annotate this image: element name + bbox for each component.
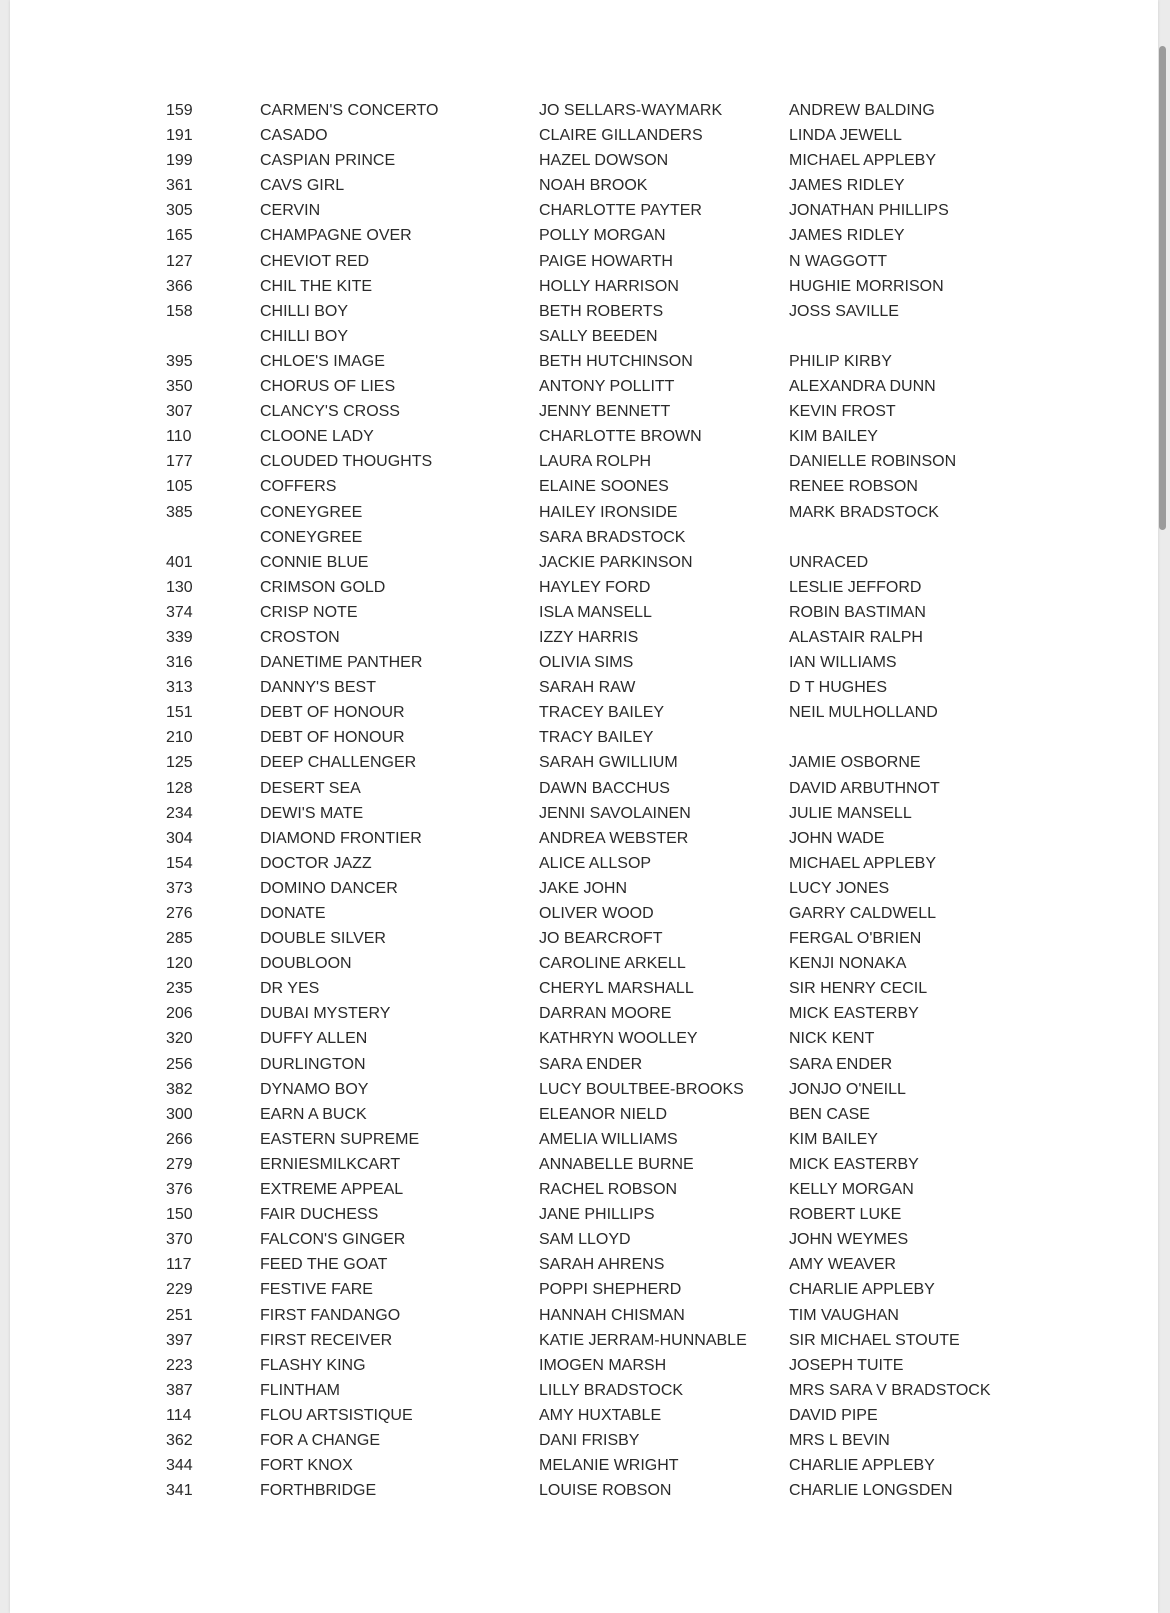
scrollbar-thumb[interactable] <box>1159 46 1166 530</box>
list-item <box>10 525 1158 550</box>
owner-name: LUCY BOULTBEE-BROOKS <box>539 1080 744 1098</box>
horse-name: DOMINO DANCER <box>260 879 398 897</box>
owner-name: ANTONY POLLITT <box>539 378 675 396</box>
trainer-name: IAN WILLIAMS <box>789 654 897 672</box>
list-item <box>10 550 1158 575</box>
entry-number: 114 <box>166 1406 192 1424</box>
list-item <box>10 1328 1158 1353</box>
trainer-name: KIM BAILEY <box>789 428 878 446</box>
trainer-name: LESLIE JEFFORD <box>789 578 922 596</box>
horse-name: CONNIE BLUE <box>260 553 369 571</box>
owner-name: HAILEY IRONSIDE <box>539 503 678 521</box>
list-item <box>10 173 1158 198</box>
owner-name: RACHEL ROBSON <box>539 1181 678 1199</box>
owner-name: JAKE JOHN <box>539 879 628 897</box>
owner-name: SARAH GWILLIUM <box>539 754 678 772</box>
trainer-name: KEVIN FROST <box>789 403 896 421</box>
list-item <box>10 1202 1158 1227</box>
trainer-name: DAVID PIPE <box>789 1406 878 1424</box>
owner-name: NOAH BROOK <box>539 177 648 195</box>
list-item <box>10 1001 1158 1026</box>
trainer-name: AMY WEAVER <box>789 1256 896 1274</box>
trainer-name: HUGHIE MORRISON <box>789 277 944 295</box>
list-item <box>10 600 1158 625</box>
document-page <box>10 0 1158 1613</box>
entry-number: 128 <box>166 779 193 797</box>
owner-name: POLLY MORGAN <box>539 227 666 245</box>
entry-number: 110 <box>166 428 192 446</box>
horse-name: DR YES <box>260 980 320 998</box>
entry-number: 376 <box>166 1181 193 1199</box>
list-item <box>10 1177 1158 1202</box>
list-item <box>10 1353 1158 1378</box>
list-item <box>10 474 1158 499</box>
entries-list <box>10 98 1158 1503</box>
entry-number: 397 <box>166 1331 193 1349</box>
list-item <box>10 1303 1158 1328</box>
horse-name: CLANCY'S CROSS <box>260 403 400 421</box>
horse-name: DANETIME PANTHER <box>260 654 423 672</box>
horse-name: EARN A BUCK <box>260 1105 367 1123</box>
entry-number: 385 <box>166 503 193 521</box>
trainer-name: TIM VAUGHAN <box>789 1306 899 1324</box>
owner-name: DAWN BACCHUS <box>539 779 670 797</box>
trainer-name: JOSEPH TUITE <box>789 1356 904 1374</box>
horse-name: FOR A CHANGE <box>260 1431 381 1449</box>
trainer-name: LUCY JONES <box>789 879 890 897</box>
entry-number: 165 <box>166 227 193 245</box>
list-item <box>10 675 1158 700</box>
trainer-name: JOHN WADE <box>789 829 885 847</box>
entry-number: 382 <box>166 1080 193 1098</box>
horse-name: DOUBLOON <box>260 955 352 973</box>
horse-name: DEBT OF HONOUR <box>260 704 405 722</box>
list-item <box>10 198 1158 223</box>
trainer-name: KELLY MORGAN <box>789 1181 914 1199</box>
list-item <box>10 1052 1158 1077</box>
horse-name: DANNY'S BEST <box>260 679 376 697</box>
list-item <box>10 801 1158 826</box>
list-item <box>10 424 1158 449</box>
list-item <box>10 374 1158 399</box>
horse-name: DUFFY ALLEN <box>260 1030 368 1048</box>
owner-name: MELANIE WRIGHT <box>539 1457 679 1475</box>
entry-number: 304 <box>166 829 193 847</box>
owner-name: SALLY BEEDEN <box>539 327 658 345</box>
trainer-name: KIM BAILEY <box>789 1130 878 1148</box>
entry-number: 339 <box>166 628 193 646</box>
trainer-name: PHILIP KIRBY <box>789 352 892 370</box>
trainer-name: CHARLIE APPLEBY <box>789 1457 935 1475</box>
list-item <box>10 1453 1158 1478</box>
trainer-name: GARRY CALDWELL <box>789 905 937 922</box>
horse-name: FAIR DUCHESS <box>260 1206 379 1224</box>
owner-name: HAZEL DOWSON <box>539 152 669 170</box>
entry-number: 151 <box>166 704 193 722</box>
owner-name: TRACY BAILEY <box>539 729 654 747</box>
trainer-name: UNRACED <box>789 553 869 571</box>
horse-name: CLOONE LADY <box>260 428 374 446</box>
owner-name: SARAH RAW <box>539 679 636 697</box>
entry-number: 320 <box>166 1030 193 1048</box>
owner-name: KATIE JERRAM-HUNNABLE <box>539 1331 747 1349</box>
owner-name: POPPI SHEPHERD <box>539 1281 682 1299</box>
owner-name: PAIGE HOWARTH <box>539 252 673 270</box>
horse-name: CONEYGREE <box>260 528 363 546</box>
entry-number: 373 <box>166 879 193 897</box>
entry-number: 344 <box>166 1457 193 1475</box>
trainer-name: SIR HENRY CECIL <box>789 980 928 998</box>
trainer-name: SARA ENDER <box>789 1055 893 1073</box>
entry-number: 401 <box>166 553 193 571</box>
trainer-name: NICK KENT <box>789 1030 875 1048</box>
owner-name: IZZY HARRIS <box>539 628 639 646</box>
owner-name: CHARLOTTE BROWN <box>539 428 702 446</box>
owner-name: HAYLEY FORD <box>539 578 651 596</box>
entry-number: 120 <box>166 955 193 973</box>
horse-name: DONATE <box>260 905 326 922</box>
entry-number: 276 <box>166 905 193 922</box>
owner-name: JO SELLARS-WAYMARK <box>539 102 723 119</box>
horse-name: CROSTON <box>260 628 340 646</box>
horse-name: CHEVIOT RED <box>260 252 370 270</box>
entry-number: 105 <box>166 478 193 496</box>
list-item <box>10 349 1158 374</box>
horse-name: CASPIAN PRINCE <box>260 152 396 170</box>
owner-name: CHARLOTTE PAYTER <box>539 202 702 220</box>
horse-name: CLOUDED THOUGHTS <box>260 453 433 471</box>
list-item <box>10 274 1158 299</box>
list-item <box>10 449 1158 474</box>
owner-name: SARA BRADSTOCK <box>539 528 686 546</box>
horse-name: COFFERS <box>260 478 337 496</box>
list-item <box>10 1378 1158 1403</box>
entry-number: 206 <box>166 1005 193 1023</box>
list-item <box>10 926 1158 951</box>
horse-name: DESERT SEA <box>260 779 361 797</box>
trainer-name: MRS L BEVIN <box>789 1431 890 1449</box>
owner-name: ELEANOR NIELD <box>539 1105 668 1123</box>
list-item <box>10 725 1158 750</box>
entry-number: 313 <box>166 679 193 697</box>
list-item <box>10 1403 1158 1428</box>
list-item <box>10 1026 1158 1051</box>
entry-number: 316 <box>166 654 193 672</box>
horse-name: DOCTOR JAZZ <box>260 854 372 872</box>
horse-name: DEEP CHALLENGER <box>260 754 417 772</box>
trainer-name: JAMES RIDLEY <box>789 227 905 245</box>
owner-name: HANNAH CHISMAN <box>539 1306 685 1324</box>
owner-name: ALICE ALLSOP <box>539 854 652 872</box>
owner-name: LAURA ROLPH <box>539 453 652 471</box>
owner-name: TRACEY BAILEY <box>539 704 665 722</box>
trainer-name: ANDREW BALDING <box>789 102 935 119</box>
horse-name: FIRST FANDANGO <box>260 1306 401 1324</box>
owner-name: LOUISE ROBSON <box>539 1482 672 1500</box>
entry-number: 300 <box>166 1105 193 1123</box>
horse-name: DIAMOND FRONTIER <box>260 829 422 847</box>
horse-name: CHLOE'S IMAGE <box>260 352 385 370</box>
list-item <box>10 1077 1158 1102</box>
trainer-name: MICHAEL APPLEBY <box>789 854 937 872</box>
list-item <box>10 148 1158 173</box>
horse-name: FIRST RECEIVER <box>260 1331 393 1349</box>
list-item <box>10 399 1158 424</box>
horse-name: CERVIN <box>260 202 321 220</box>
horse-name: DURLINGTON <box>260 1055 366 1073</box>
trainer-name: JONATHAN PHILLIPS <box>789 202 949 220</box>
entry-number: 158 <box>166 302 193 320</box>
trainer-name: ALASTAIR RALPH <box>789 628 923 646</box>
list-item <box>10 750 1158 775</box>
trainer-name: MICK EASTERBY <box>789 1155 919 1173</box>
trainer-name: CHARLIE APPLEBY <box>789 1281 935 1299</box>
owner-name: CAROLINE ARKELL <box>539 955 686 973</box>
list-item <box>10 700 1158 725</box>
entry-number: 256 <box>166 1055 193 1073</box>
entry-number: 229 <box>166 1281 193 1299</box>
list-item <box>10 1277 1158 1302</box>
entry-number: 341 <box>166 1482 193 1500</box>
list-item <box>10 1428 1158 1453</box>
entry-number: 191 <box>166 127 193 145</box>
owner-name: OLIVIA SIMS <box>539 654 634 672</box>
trainer-name: ALEXANDRA DUNN <box>789 378 936 396</box>
owner-name: AMELIA WILLIAMS <box>539 1130 678 1148</box>
trainer-name: ROBIN BASTIMAN <box>789 603 926 621</box>
list-item <box>10 901 1158 926</box>
owner-name: JANE PHILLIPS <box>539 1206 655 1224</box>
entry-number: 223 <box>166 1356 193 1374</box>
entry-number: 125 <box>166 754 193 772</box>
owner-name: JENNY BENNETT <box>539 403 671 421</box>
entry-number: 395 <box>166 352 193 370</box>
trainer-name: MRS SARA V BRADSTOCK <box>789 1381 991 1399</box>
trainer-name: SIR MICHAEL STOUTE <box>789 1331 960 1349</box>
entry-number: 159 <box>166 102 193 119</box>
list-item <box>10 1478 1158 1503</box>
entry-number: 305 <box>166 202 193 220</box>
horse-name: ERNIESMILKCART <box>260 1155 401 1173</box>
owner-name: ELAINE SOONES <box>539 478 669 496</box>
trainer-name: CHARLIE LONGSDEN <box>789 1482 953 1500</box>
entry-number: 387 <box>166 1381 193 1399</box>
trainer-name: DANIELLE ROBINSON <box>789 453 957 471</box>
list-item <box>10 826 1158 851</box>
entry-number: 361 <box>166 177 193 195</box>
owner-name: ISLA MANSELL <box>539 603 652 621</box>
horse-name: CHIL THE KITE <box>260 277 373 295</box>
horse-name: FLOU ARTSISTIQUE <box>260 1406 413 1424</box>
horse-name: DOUBLE SILVER <box>260 930 386 948</box>
entry-number: 117 <box>166 1256 192 1274</box>
horse-name: CAVS GIRL <box>260 177 345 195</box>
horse-name: CHAMPAGNE OVER <box>260 227 412 245</box>
list-item <box>10 299 1158 324</box>
list-item <box>10 575 1158 600</box>
trainer-name: LINDA JEWELL <box>789 127 902 145</box>
horse-name: CHILLI BOY <box>260 302 349 320</box>
horse-name: FALCON'S GINGER <box>260 1231 406 1249</box>
horse-name: CHILLI BOY <box>260 327 349 345</box>
trainer-name: MICHAEL APPLEBY <box>789 152 937 170</box>
owner-name: DANI FRISBY <box>539 1431 640 1449</box>
entry-number: 366 <box>166 277 193 295</box>
horse-name: CRISP NOTE <box>260 603 358 621</box>
list-item <box>10 223 1158 248</box>
horse-name: CONEYGREE <box>260 503 363 521</box>
trainer-name: N WAGGOTT <box>789 252 888 270</box>
trainer-name: JONJO O'NEILL <box>789 1080 906 1098</box>
horse-name: FLINTHAM <box>260 1381 340 1399</box>
list-item <box>10 123 1158 148</box>
owner-name: AMY HUXTABLE <box>539 1406 662 1424</box>
entry-number: 235 <box>166 980 193 998</box>
entry-number: 177 <box>166 453 193 471</box>
horse-name: DYNAMO BOY <box>260 1080 369 1098</box>
horse-name: DEBT OF HONOUR <box>260 729 405 747</box>
owner-name: JO BEARCROFT <box>539 930 663 948</box>
owner-name: ANDREA WEBSTER <box>539 829 689 847</box>
list-item <box>10 951 1158 976</box>
list-item <box>10 1102 1158 1127</box>
trainer-name: KENJI NONAKA <box>789 955 907 973</box>
list-item <box>10 1227 1158 1252</box>
horse-name: FESTIVE FARE <box>260 1281 373 1299</box>
entry-number: 130 <box>166 578 193 596</box>
list-item <box>10 324 1158 349</box>
entry-number: 279 <box>166 1155 193 1173</box>
list-item <box>10 851 1158 876</box>
owner-name: CLAIRE GILLANDERS <box>539 127 703 145</box>
trainer-name: BEN CASE <box>789 1105 870 1123</box>
trainer-name: JOSS SAVILLE <box>789 302 899 320</box>
list-item <box>10 249 1158 274</box>
entry-number: 285 <box>166 930 193 948</box>
entry-number: 362 <box>166 1431 193 1449</box>
horse-name: CASADO <box>260 127 328 145</box>
horse-name: FORTHBRIDGE <box>260 1482 377 1500</box>
horse-name: CRIMSON GOLD <box>260 578 386 596</box>
trainer-name: MARK BRADSTOCK <box>789 503 939 521</box>
trainer-name: JAMIE OSBORNE <box>789 754 921 772</box>
horse-name: CARMEN'S CONCERTO <box>260 102 439 119</box>
list-item <box>10 650 1158 675</box>
horse-name: EXTREME APPEAL <box>260 1181 404 1199</box>
entry-number: 127 <box>166 252 193 270</box>
owner-name: JENNI SAVOLAINEN <box>539 804 691 822</box>
entry-number: 370 <box>166 1231 193 1249</box>
horse-name: FORT KNOX <box>260 1457 353 1475</box>
horse-name: EASTERN SUPREME <box>260 1130 420 1148</box>
trainer-name: MICK EASTERBY <box>789 1005 919 1023</box>
trainer-name: FERGAL O'BRIEN <box>789 930 922 948</box>
owner-name: SARA ENDER <box>539 1055 643 1073</box>
trainer-name: ROBERT LUKE <box>789 1206 902 1224</box>
entry-number: 374 <box>166 603 193 621</box>
entry-number: 350 <box>166 378 193 396</box>
trainer-name: D T HUGHES <box>789 679 888 697</box>
list-item <box>10 1127 1158 1152</box>
trainer-name: JAMES RIDLEY <box>789 177 905 195</box>
list-item <box>10 976 1158 1001</box>
horse-name: FLASHY KING <box>260 1356 366 1374</box>
trainer-name: RENEE ROBSON <box>789 478 918 496</box>
owner-name: ANNABELLE BURNE <box>539 1155 694 1173</box>
trainer-name: NEIL MULHOLLAND <box>789 704 938 722</box>
horse-name: DUBAI MYSTERY <box>260 1005 391 1023</box>
owner-name: LILLY BRADSTOCK <box>539 1381 684 1399</box>
list-item <box>10 625 1158 650</box>
horse-name: FEED THE GOAT <box>260 1256 388 1274</box>
horse-name: CHORUS OF LIES <box>260 378 396 396</box>
list-item <box>10 500 1158 525</box>
trainer-name: JOHN WEYMES <box>789 1231 909 1249</box>
trainer-name: DAVID ARBUTHNOT <box>789 779 940 797</box>
list-item <box>10 876 1158 901</box>
owner-name: SAM LLOYD <box>539 1231 631 1249</box>
owner-name: SARAH AHRENS <box>539 1256 665 1274</box>
owner-name: OLIVER WOOD <box>539 905 654 922</box>
entry-number: 210 <box>166 729 193 747</box>
entry-number: 154 <box>166 854 193 872</box>
owner-name: JACKIE PARKINSON <box>539 553 693 571</box>
list-item <box>10 776 1158 801</box>
vertical-scrollbar[interactable] <box>1156 40 1168 1600</box>
owner-name: BETH HUTCHINSON <box>539 352 693 370</box>
entry-number: 234 <box>166 804 193 822</box>
owner-name: BETH ROBERTS <box>539 302 664 320</box>
horse-name: DEWI'S MATE <box>260 804 364 822</box>
list-item <box>10 98 1158 123</box>
owner-name: CHERYL MARSHALL <box>539 980 694 998</box>
entry-number: 150 <box>166 1206 193 1224</box>
owner-name: DARRAN MOORE <box>539 1005 672 1023</box>
owner-name: HOLLY HARRISON <box>539 277 679 295</box>
list-item <box>10 1152 1158 1177</box>
trainer-name: JULIE MANSELL <box>789 804 912 822</box>
entry-number: 251 <box>166 1306 193 1324</box>
owner-name: IMOGEN MARSH <box>539 1356 667 1374</box>
owner-name: KATHRYN WOOLLEY <box>539 1030 698 1048</box>
entry-number: 266 <box>166 1130 193 1148</box>
list-item <box>10 1252 1158 1277</box>
entry-number: 199 <box>166 152 193 170</box>
entry-number: 307 <box>166 403 193 421</box>
